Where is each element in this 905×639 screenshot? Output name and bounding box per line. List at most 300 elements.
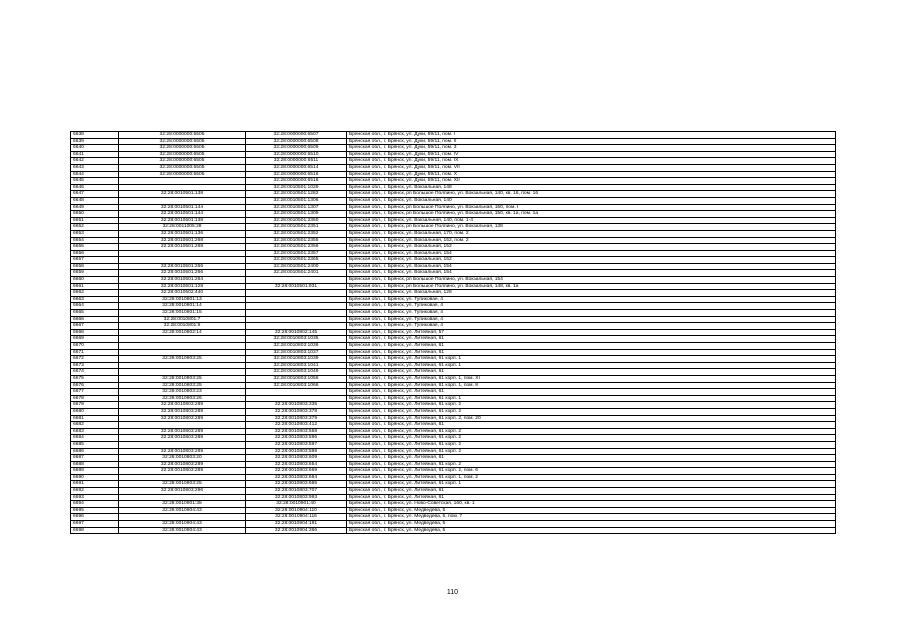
- object-cadastral-number-cell: 32:28:0010803:412: [246, 422, 347, 429]
- row-number-cell: 6665: [71, 310, 119, 317]
- land-cadastral-number-cell: [119, 343, 246, 350]
- object-cadastral-number-cell: 32:28:0010803:1066: [246, 382, 347, 389]
- land-cadastral-number-cell: 32:28:0010502:440: [119, 290, 246, 297]
- address-cell: Брянская обл., г. Брянск, рп Большое Полпино, ул. Вокзальная, 150, кв. 1а, пом. 1а: [347, 211, 836, 218]
- row-number-cell: 6659: [71, 270, 119, 277]
- row-number-cell: 6668: [71, 329, 119, 336]
- address-cell: Брянская обл., г. Брянск, ул. Медведева, 5: [347, 521, 836, 528]
- table-row: [71, 316, 836, 323]
- table-row: [71, 329, 836, 336]
- row-number-cell: 6678: [71, 395, 119, 402]
- address-cell: Брянская обл., г. Брянск, рп Большое Полпино, ул. Вокзальная, 138: [347, 224, 836, 231]
- land-cadastral-number-cell: 32:28:0000000:6505: [119, 158, 246, 165]
- table-row: [71, 217, 836, 224]
- land-cadastral-number-cell: 32:28:0010803:25: [119, 356, 246, 363]
- object-cadastral-number-cell: 32:28:0010803:378: [246, 408, 347, 415]
- land-cadastral-number-cell: 32:28:0010501:136: [119, 230, 246, 237]
- row-number-cell: 6679: [71, 402, 119, 409]
- table-row: [71, 435, 836, 442]
- object-cadastral-number-cell: 32:28:0010803:1039: [246, 356, 347, 363]
- table-row: [71, 237, 836, 244]
- row-number-cell: 6662: [71, 290, 119, 297]
- land-cadastral-number-cell: 32:28:0000000:6505: [119, 145, 246, 152]
- land-cadastral-number-cell: 32:28:0010901:38: [119, 501, 246, 508]
- row-number-cell: 6667: [71, 323, 119, 330]
- row-number-cell: 6656: [71, 250, 119, 257]
- object-cadastral-number-cell: [246, 323, 347, 330]
- address-cell: Брянская обл., г. Брянск, ул. Литейная, 61 корп. 1, пом. 8: [347, 382, 836, 389]
- address-cell: Брянская обл., г. Брянск, ул. Вокзальная, 154: [347, 270, 836, 277]
- address-cell: Брянская обл., г. Брянск, ул. Литейная, 61: [347, 349, 836, 356]
- object-cadastral-number-cell: 32:28:0010501:1306: [246, 197, 347, 204]
- object-cadastral-number-cell: 32:28:0010501:2401: [246, 270, 347, 277]
- object-cadastral-number-cell: 32:28:0010803:1041: [246, 362, 347, 369]
- row-number-cell: 6647: [71, 191, 119, 198]
- table-row: [71, 356, 836, 363]
- row-number-cell: 6675: [71, 375, 119, 382]
- table-row: [71, 224, 836, 231]
- table-row: [71, 428, 836, 435]
- table-row: [71, 250, 836, 257]
- table-row: [71, 494, 836, 501]
- object-cadastral-number-cell: 32:28:0010803:1035: [246, 336, 347, 343]
- land-cadastral-number-cell: 32:28:0010802:14: [119, 329, 246, 336]
- address-cell: Брянская обл., г. Брянск, ул. Литейная, 61 корп. 2: [347, 441, 836, 448]
- row-number-cell: 6692: [71, 488, 119, 495]
- table-row: [71, 488, 836, 495]
- land-cadastral-number-cell: [119, 422, 246, 429]
- row-number-cell: 6676: [71, 382, 119, 389]
- address-cell: Брянская обл., г. Брянск, ул. Вокзальная, 154: [347, 250, 836, 257]
- row-number-cell: 6684: [71, 435, 119, 442]
- address-cell: Брянская обл., г. Брянск, ул. Литейная, 61: [347, 488, 836, 495]
- address-cell: Брянская обл., г. Брянск, ул. Литейная, 61 корп. 1: [347, 395, 836, 402]
- object-cadastral-number-cell: 32:28:0010501:2365: [246, 257, 347, 264]
- address-cell: Брянская обл., г. Брянск, ул. Литейная, 61 корп. 2: [347, 402, 836, 409]
- table-row: [71, 204, 836, 211]
- row-number-cell: 6655: [71, 244, 119, 251]
- row-number-cell: 6645: [71, 178, 119, 185]
- row-number-cell: 6654: [71, 237, 119, 244]
- row-number-cell: 6670: [71, 343, 119, 350]
- land-cadastral-number-cell: 32:28:0010904:43: [119, 507, 246, 514]
- address-cell: Брянская обл., г. Брянск, ул. Вокзальная, 148: [347, 184, 836, 191]
- table-row: [71, 501, 836, 508]
- table-row: [71, 507, 836, 514]
- row-number-cell: 6640: [71, 145, 119, 152]
- land-cadastral-number-cell: 32:28:0010501:268: [119, 237, 246, 244]
- land-cadastral-number-cell: [119, 441, 246, 448]
- table-row: [71, 171, 836, 178]
- land-cadastral-number-cell: 32:28:0000000:6505: [119, 171, 246, 178]
- table-row: [71, 375, 836, 382]
- row-number-cell: 6687: [71, 455, 119, 462]
- table-row: [71, 257, 836, 264]
- row-number-cell: 6681: [71, 415, 119, 422]
- object-cadastral-number-cell: 32:28:0010501:1282: [246, 191, 347, 198]
- row-number-cell: 6651: [71, 217, 119, 224]
- object-cadastral-number-cell: [246, 310, 347, 317]
- address-cell: Брянская обл., г. Брянск, ул. Литейная, 61 корп. 2: [347, 428, 836, 435]
- address-cell: Брянская обл., г. Брянск, ул. Дуки, 59/11, пом. I: [347, 132, 836, 139]
- address-cell: Брянская обл., г. Брянск, ул. Дуки, 59/11, пом. XII: [347, 178, 836, 185]
- object-cadastral-number-cell: 32:28:0000000:6510: [246, 151, 347, 158]
- object-cadastral-number-cell: [246, 277, 347, 284]
- land-cadastral-number-cell: 32:28:0010501:144: [119, 204, 246, 211]
- table-row: [71, 422, 836, 429]
- object-cadastral-number-cell: 32:28:0010803:558: [246, 428, 347, 435]
- land-cadastral-number-cell: 32:28:0010801:9: [119, 323, 246, 330]
- land-cadastral-number-cell: [119, 257, 246, 264]
- row-number-cell: 6672: [71, 356, 119, 363]
- land-cadastral-number-cell: 32:28:0010803:289: [119, 415, 246, 422]
- object-cadastral-number-cell: [246, 296, 347, 303]
- address-cell: Брянская обл., г. Брянск, ул. Вокзальная, 140, пом. 1-4: [347, 217, 836, 224]
- row-number-cell: 6696: [71, 514, 119, 521]
- address-cell: Брянская обл., г. Брянск, ул. Литейная, 57: [347, 329, 836, 336]
- address-cell: Брянская обл., г. Брянск, ул. Литейная, 61: [347, 422, 836, 429]
- object-cadastral-number-cell: 32:28:0010803:654: [246, 461, 347, 468]
- object-cadastral-number-cell: 32:28:0010803:1037: [246, 349, 347, 356]
- object-cadastral-number-cell: 32:28:0000000:6516: [246, 171, 347, 178]
- table-row: [71, 389, 836, 396]
- object-cadastral-number-cell: 32:28:0010803:669: [246, 468, 347, 475]
- row-number-cell: 6646: [71, 184, 119, 191]
- land-cadastral-number-cell: 32:28:0010904:43: [119, 521, 246, 528]
- table-row: [71, 277, 836, 284]
- row-number-cell: 6671: [71, 349, 119, 356]
- object-cadastral-number-cell: [246, 389, 347, 396]
- address-cell: Брянская обл., г. Брянск, рп Большое Полпино, ул. Вокзальная, 140, кв. 16, пом. 16: [347, 191, 836, 198]
- land-cadastral-number-cell: 32:28:0010501:266: [119, 270, 246, 277]
- table-row: [71, 132, 836, 139]
- table-row: [71, 441, 836, 448]
- land-cadastral-number-cell: 32:28:0010803:289: [119, 461, 246, 468]
- land-cadastral-number-cell: [119, 494, 246, 501]
- object-cadastral-number-cell: 32:28:0010904:366: [246, 527, 347, 534]
- object-cadastral-number-cell: 32:28:0010803:596: [246, 435, 347, 442]
- object-cadastral-number-cell: 32:28:0010501:931: [246, 283, 347, 290]
- land-cadastral-number-cell: 32:28:0010501:144: [119, 211, 246, 218]
- object-cadastral-number-cell: 32:28:0010803:707: [246, 488, 347, 495]
- land-cadastral-number-cell: 32:28:0010803:25: [119, 481, 246, 488]
- object-cadastral-number-cell: 32:28:0010501:1309: [246, 211, 347, 218]
- land-cadastral-number-cell: 32:28:0000000:6505: [119, 151, 246, 158]
- table-row: [71, 296, 836, 303]
- row-number-cell: 6657: [71, 257, 119, 264]
- row-number-cell: 6683: [71, 428, 119, 435]
- row-number-cell: 6695: [71, 507, 119, 514]
- table-row: [71, 362, 836, 369]
- table-row: [71, 521, 836, 528]
- address-cell: Брянская обл., г. Брянск, ул. Дуки, 59/11, пом. IX: [347, 158, 836, 165]
- land-cadastral-number-cell: 32:28:0010801:7: [119, 316, 246, 323]
- address-cell: Брянская обл., г. Брянск, ул. Тупиковая, 4: [347, 310, 836, 317]
- table-row: [71, 290, 836, 297]
- land-cadastral-number-cell: [119, 336, 246, 343]
- address-cell: Брянская обл., г. Брянск, ул. Дуки, 59/11, пом. X: [347, 171, 836, 178]
- address-cell: Брянская обл., г. Брянск, ул. Литейная, 61: [347, 369, 836, 376]
- address-cell: Брянская обл., г. Брянск, ул. Литейная, 61 корп. 1: [347, 481, 836, 488]
- land-cadastral-number-cell: 32:28:0010501:128: [119, 283, 246, 290]
- land-cadastral-number-cell: [119, 178, 246, 185]
- table-row: [71, 343, 836, 350]
- address-cell: Брянская обл., г. Брянск, ул. Литейная, 61 корп. 1: [347, 356, 836, 363]
- row-number-cell: 6693: [71, 494, 119, 501]
- row-number-cell: 6694: [71, 501, 119, 508]
- row-number-cell: 6658: [71, 263, 119, 270]
- address-cell: Брянская обл., г. Брянск, ул. Литейная, 61 корп. 2, пом. 6: [347, 468, 836, 475]
- object-cadastral-number-cell: 32:28:0000000:6508: [246, 138, 347, 145]
- row-number-cell: 6652: [71, 224, 119, 231]
- row-number-cell: 6682: [71, 422, 119, 429]
- land-cadastral-number-cell: 32:28:0010501:268: [119, 244, 246, 251]
- land-cadastral-number-cell: 32:28:0010803:25: [119, 382, 246, 389]
- object-cadastral-number-cell: 32:28:0010904:116: [246, 514, 347, 521]
- table-row: [71, 244, 836, 251]
- object-cadastral-number-cell: 32:28:0010803:335: [246, 402, 347, 409]
- table-row: [71, 191, 836, 198]
- address-cell: Брянская обл., г. Брянск, ул. Дуки, 59/11, пом. II: [347, 138, 836, 145]
- land-cadastral-number-cell: 32:28:0010803:296: [119, 488, 246, 495]
- row-number-cell: 6686: [71, 448, 119, 455]
- table-row: [71, 230, 836, 237]
- address-cell: Брянская обл., г. Брянск, ул. Дуки, 59/11, пом. 3: [347, 145, 836, 152]
- address-cell: Брянская обл., г. Брянск, ул. Литейная, 61: [347, 455, 836, 462]
- address-cell: Брянская обл., г. Брянск, ул. Литейная, 61 корп. 1, пом. 2: [347, 474, 836, 481]
- address-cell: Брянская обл., г. Брянск, ул. Медведева, 5: [347, 507, 836, 514]
- row-number-cell: 6669: [71, 336, 119, 343]
- land-cadastral-number-cell: [119, 369, 246, 376]
- table-row: [71, 481, 836, 488]
- table-row: [71, 197, 836, 204]
- object-cadastral-number-cell: 32:28:0010501:1029: [246, 184, 347, 191]
- land-cadastral-number-cell: [119, 184, 246, 191]
- row-number-cell: 6638: [71, 132, 119, 139]
- table-row: [71, 395, 836, 402]
- row-number-cell: 6661: [71, 283, 119, 290]
- row-number-cell: 6697: [71, 521, 119, 528]
- table-row: [71, 468, 836, 475]
- object-cadastral-number-cell: [246, 395, 347, 402]
- address-cell: Брянская обл., г. Брянск, ул. Литейная, 61: [347, 389, 836, 396]
- land-cadastral-number-cell: [119, 349, 246, 356]
- land-cadastral-number-cell: 32:28:0010803:289: [119, 468, 246, 475]
- object-cadastral-number-cell: 32:28:0010501:2352: [246, 230, 347, 237]
- address-cell: Брянская обл., г. Брянск, ул. Медведева, 5: [347, 527, 836, 534]
- object-cadastral-number-cell: 32:28:0010901:40: [246, 501, 347, 508]
- land-cadastral-number-cell: 32:28:0010803:20: [119, 455, 246, 462]
- address-cell: Брянская обл., г. Брянск, ул. Дуки, 59/11, пом. IV: [347, 151, 836, 158]
- table-row: [71, 461, 836, 468]
- address-cell: Брянская обл., г. Брянск, ул. Тупиковая, 4: [347, 296, 836, 303]
- table-row: [71, 184, 836, 191]
- land-cadastral-number-cell: 32:28:0010904:43: [119, 527, 246, 534]
- table-row: [71, 369, 836, 376]
- object-cadastral-number-cell: 32:28:0010501:2356: [246, 244, 347, 251]
- address-cell: Брянская обл., г. Брянск, рп Большое Полпино, ул. Вокзальная, 150, пом. I: [347, 204, 836, 211]
- object-cadastral-number-cell: 32:28:0000000:6511: [246, 158, 347, 165]
- row-number-cell: 6641: [71, 151, 119, 158]
- table-row: [71, 270, 836, 277]
- land-cadastral-number-cell: 32:28:0010803:289: [119, 408, 246, 415]
- land-cadastral-number-cell: [119, 474, 246, 481]
- address-cell: Брянская обл., г. Брянск, ул. Дуки, 59/11, пом. VII: [347, 164, 836, 171]
- address-cell: Брянская обл., г. Брянск, ул. Вокзальная, 152: [347, 257, 836, 264]
- land-cadastral-number-cell: 32:28:0010803:23: [119, 389, 246, 396]
- row-number-cell: 6666: [71, 316, 119, 323]
- object-cadastral-number-cell: 32:28:0010904:110: [246, 507, 347, 514]
- object-cadastral-number-cell: 32:28:0000000:6518: [246, 178, 347, 185]
- page-number: 110: [446, 589, 459, 596]
- land-cadastral-number-cell: 32:28:0010801:13: [119, 296, 246, 303]
- object-cadastral-number-cell: 32:28:0010501:2350: [246, 217, 347, 224]
- object-cadastral-number-cell: 32:28:0010803:1049: [246, 369, 347, 376]
- land-cadastral-number-cell: 32:28:0010803:289: [119, 402, 246, 409]
- row-number-cell: 6689: [71, 468, 119, 475]
- table-row: [71, 310, 836, 317]
- table-row: [71, 263, 836, 270]
- land-cadastral-number-cell: 32:28:0010501:138: [119, 191, 246, 198]
- table-row: [71, 448, 836, 455]
- row-number-cell: 6688: [71, 461, 119, 468]
- table-row: [71, 336, 836, 343]
- land-cadastral-number-cell: 32:28:0010803:26: [119, 395, 246, 402]
- land-cadastral-number-cell: 32:28:0010801:15: [119, 310, 246, 317]
- object-cadastral-number-cell: 32:28:0010803:695: [246, 481, 347, 488]
- table-row: [71, 408, 836, 415]
- address-cell: Брянская обл., г. Брянск, ул. Литейная, 61: [347, 494, 836, 501]
- land-cadastral-number-cell: [119, 250, 246, 257]
- table-row: [71, 474, 836, 481]
- table-row: [71, 283, 836, 290]
- object-cadastral-number-cell: 32:28:0010803:598: [246, 448, 347, 455]
- object-cadastral-number-cell: 32:28:0010501:1307: [246, 204, 347, 211]
- address-cell: Брянская обл., г. Брянск, ул. Вокзальная, 128: [347, 290, 836, 297]
- row-number-cell: 6690: [71, 474, 119, 481]
- address-cell: Брянская обл., г. Брянск, рп Большое Полпино, ул. Вокзальная, 154: [347, 277, 836, 284]
- table-row: [71, 349, 836, 356]
- address-cell: Брянская обл., г. Брянск, ул. Медведева, 5, пом. 7: [347, 514, 836, 521]
- table-row: [71, 178, 836, 185]
- object-cadastral-number-cell: [246, 290, 347, 297]
- object-cadastral-number-cell: 32:28:0010802:145: [246, 329, 347, 336]
- object-cadastral-number-cell: 32:28:0010803:993: [246, 494, 347, 501]
- row-number-cell: 6673: [71, 362, 119, 369]
- table-row: [71, 402, 836, 409]
- land-cadastral-number-cell: 32:28:0010803:289: [119, 428, 246, 435]
- row-number-cell: 6685: [71, 441, 119, 448]
- table-row: [71, 455, 836, 462]
- table-row: [71, 151, 836, 158]
- object-cadastral-number-cell: 32:28:0010501:2400: [246, 263, 347, 270]
- address-cell: Брянская обл., г. Брянск, ул. Вокзальная, 152: [347, 244, 836, 251]
- land-cadastral-number-cell: 32:28:0010501:264: [119, 277, 246, 284]
- row-number-cell: 6644: [71, 171, 119, 178]
- object-cadastral-number-cell: 32:28:0010501:2351: [246, 224, 347, 231]
- address-cell: Брянская обл., г. Брянск, ул. Литейная, 61 корп. 1, пом. XI: [347, 375, 836, 382]
- land-cadastral-number-cell: 32:28:0010803:25: [119, 375, 246, 382]
- land-cadastral-number-cell: [119, 197, 246, 204]
- object-cadastral-number-cell: 32:28:0010501:2357: [246, 250, 347, 257]
- land-cadastral-number-cell: 32:28:0010803:289: [119, 448, 246, 455]
- row-number-cell: 6674: [71, 369, 119, 376]
- object-cadastral-number-cell: 32:28:0000000:6509: [246, 145, 347, 152]
- address-cell: Брянская обл., г. Брянск, ул. Тупиковая, 4: [347, 323, 836, 330]
- object-cadastral-number-cell: 32:28:0000000:6507: [246, 132, 347, 139]
- object-cadastral-number-cell: 32:28:0010803:694: [246, 474, 347, 481]
- land-cadastral-number-cell: 32:28:0010803:289: [119, 435, 246, 442]
- registry-table: [70, 131, 836, 534]
- address-cell: Брянская обл., г. Брянск, ул. Вокзальная, 152, пом. 2: [347, 237, 836, 244]
- address-cell: Брянская обл., г. Брянск, ул. Литейная, 61 корп. 2, пом. 20: [347, 415, 836, 422]
- table-row: [71, 323, 836, 330]
- table-row: [71, 415, 836, 422]
- row-number-cell: 6677: [71, 389, 119, 396]
- object-cadastral-number-cell: 32:28:0010501:2355: [246, 237, 347, 244]
- land-cadastral-number-cell: [119, 362, 246, 369]
- object-cadastral-number-cell: 32:28:0010803:1036: [246, 343, 347, 350]
- table-row: [71, 514, 836, 521]
- row-number-cell: 6639: [71, 138, 119, 145]
- row-number-cell: 6649: [71, 204, 119, 211]
- table-row: [71, 527, 836, 534]
- row-number-cell: 6691: [71, 481, 119, 488]
- row-number-cell: 6653: [71, 230, 119, 237]
- land-cadastral-number-cell: 32:28:0000000:6505: [119, 164, 246, 171]
- object-cadastral-number-cell: 32:28:0010803:379: [246, 415, 347, 422]
- address-cell: Брянская обл., г. Брянск, ул. Литейная, 61: [347, 336, 836, 343]
- land-cadastral-number-cell: 32:28:0011005:28: [119, 224, 246, 231]
- table-row: [71, 158, 836, 165]
- address-cell: Брянская обл., г. Брянск, ул. Вокзальная, 170, пом. 2: [347, 230, 836, 237]
- address-cell: Брянская обл., г. Брянск, ул. Ново-Советская, 160, кв. 1: [347, 501, 836, 508]
- address-cell: Брянская обл., г. Брянск, ул. Литейная, 61: [347, 343, 836, 350]
- land-cadastral-number-cell: 32:28:0010501:266: [119, 263, 246, 270]
- land-cadastral-number-cell: [119, 514, 246, 521]
- address-cell: Брянская обл., г. Брянск, ул. Тупиковая, 4: [347, 316, 836, 323]
- object-cadastral-number-cell: 32:28:0000000:6514: [246, 164, 347, 171]
- object-cadastral-number-cell: 32:28:0010904:181: [246, 521, 347, 528]
- land-cadastral-number-cell: 32:28:0010501:138: [119, 217, 246, 224]
- row-number-cell: 6664: [71, 303, 119, 310]
- table-row: [71, 138, 836, 145]
- object-cadastral-number-cell: [246, 303, 347, 310]
- row-number-cell: 6660: [71, 277, 119, 284]
- address-cell: Брянская обл., г. Брянск, ул. Тупиковая, 4: [347, 303, 836, 310]
- table-row: [71, 145, 836, 152]
- row-number-cell: 6643: [71, 164, 119, 171]
- address-cell: Брянская обл., г. Брянск, ул. Литейная, 61 корп. 2: [347, 448, 836, 455]
- table-row: [71, 211, 836, 218]
- table-row: [71, 164, 836, 171]
- object-cadastral-number-cell: 32:28:0010803:1056: [246, 375, 347, 382]
- object-cadastral-number-cell: [246, 316, 347, 323]
- row-number-cell: 6698: [71, 527, 119, 534]
- row-number-cell: 6642: [71, 158, 119, 165]
- object-cadastral-number-cell: 32:28:0010803:597: [246, 441, 347, 448]
- address-cell: Брянская обл., г. Брянск, ул. Литейная, 61 корп. 2: [347, 435, 836, 442]
- row-number-cell: 6680: [71, 408, 119, 415]
- address-cell: Брянская обл., г. Брянск, ул. Вокзальная, 140: [347, 197, 836, 204]
- land-cadastral-number-cell: 32:28:0000000:6505: [119, 132, 246, 139]
- registry-table-body: [71, 132, 836, 534]
- address-cell: Брянская обл., г. Брянск, ул. Вокзальная, 154: [347, 263, 836, 270]
- row-number-cell: 6648: [71, 197, 119, 204]
- object-cadastral-number-cell: 32:28:0010803:609: [246, 455, 347, 462]
- address-cell: Брянская обл., г. Брянск, ул. Литейная, 61 корп. 1: [347, 362, 836, 369]
- row-number-cell: 6650: [71, 211, 119, 218]
